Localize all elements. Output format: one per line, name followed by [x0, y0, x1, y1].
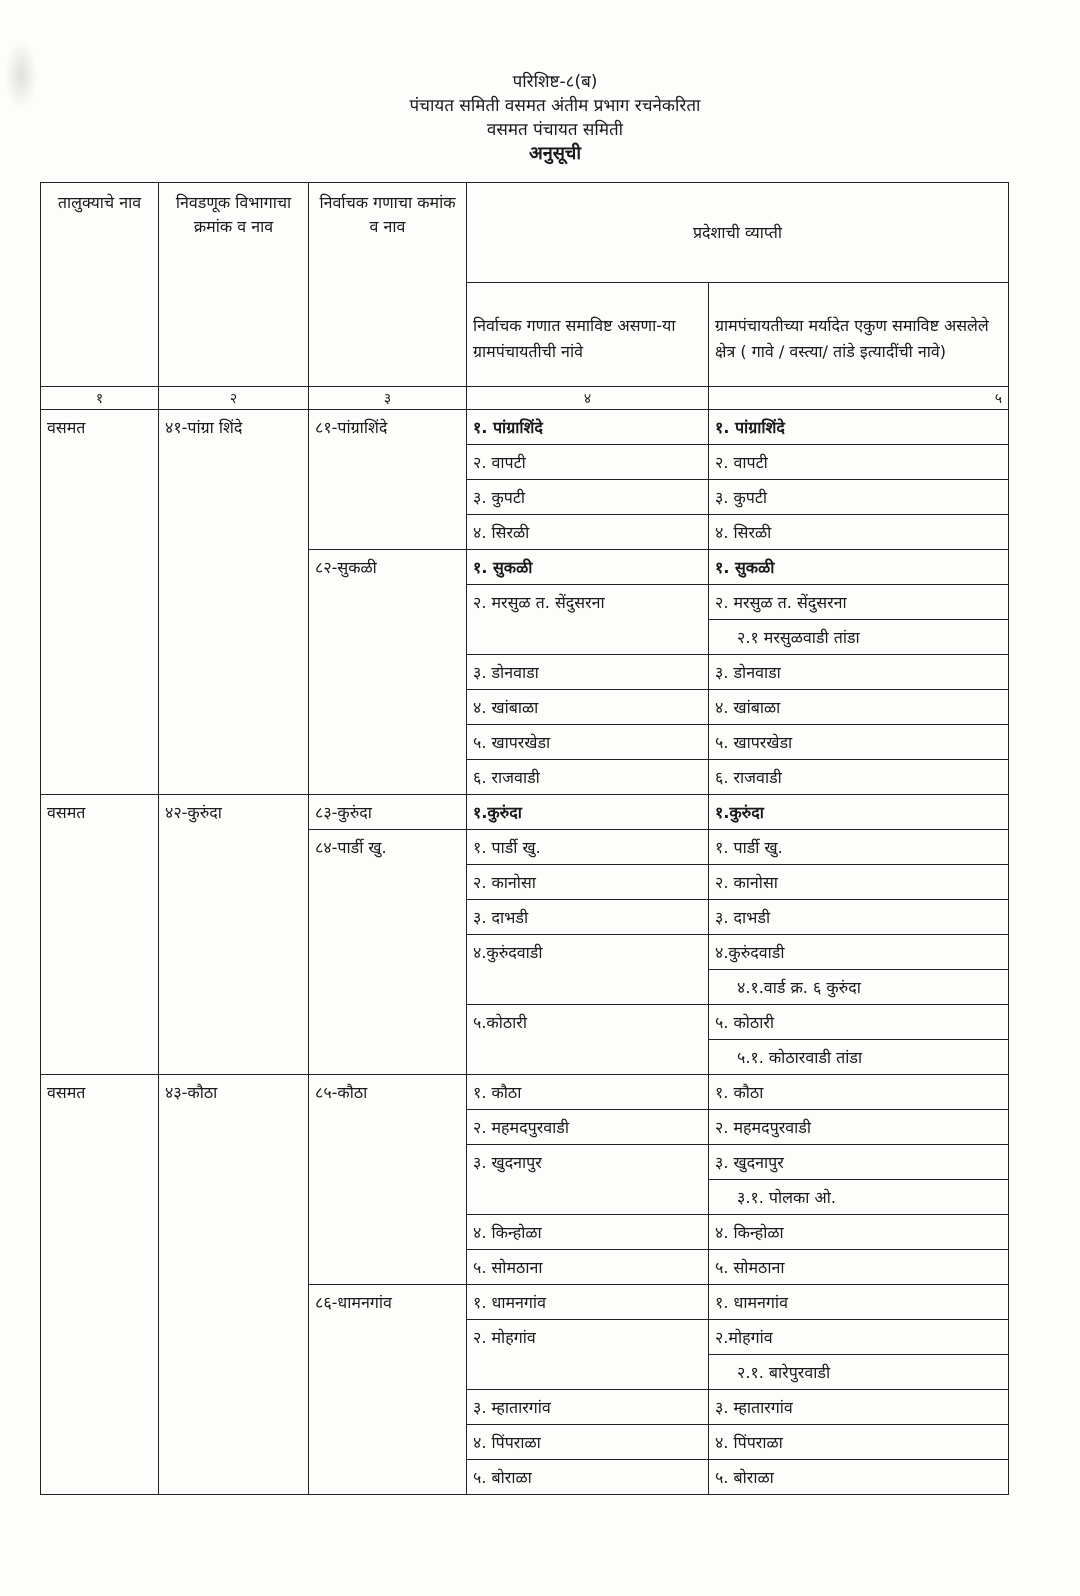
gp-cell: ५. सोमठाना [467, 1250, 709, 1285]
gp-cell: ३. दाभडी [467, 900, 709, 935]
area-cell: २.१ मरसुळवाडी तांडा [709, 620, 1009, 655]
gp-cell: २. कानोसा [467, 865, 709, 900]
area-cell: ४. खांबाळा [709, 690, 1009, 725]
gp-cell: ५.कोठारी [467, 1005, 709, 1075]
table-row [41, 795, 1009, 830]
gp-cell: २. वापटी [467, 445, 709, 480]
gp-cell: १. पार्डी खु. [467, 830, 709, 865]
col-header-area: ग्रामपंचायतीच्या मर्यादेत एकुण समाविष्ट असलेले क्षेत्र ( गावे / वस्त्या/ तांडे इत्यादींची नावे) [709, 283, 1009, 387]
division-cell: ४२-कुरुंदा [159, 795, 309, 1075]
gp-cell: ६. राजवाडी [467, 760, 709, 795]
gan-cell: ८३-कुरुंदा [309, 795, 467, 830]
taluka-cell: वसमत [41, 1075, 159, 1495]
area-cell: ४.१.वार्ड क्र. ६ कुरुंदा [709, 970, 1009, 1005]
gp-cell: १.कुरुंदा [467, 795, 709, 830]
col-header-gp-names: निर्वाचक गणात समाविष्ट असणा-या ग्रामपंचायतीची नांवे [467, 283, 709, 387]
gp-cell: ३. कुपटी [467, 480, 709, 515]
area-cell: ३. डोनवाडा [709, 655, 1009, 690]
gan-cell: ८५-कौठा [309, 1075, 467, 1285]
gp-cell: ४. पिंपराळा [467, 1425, 709, 1460]
area-cell: ४. पिंपराळा [709, 1425, 1009, 1460]
column-number-row [41, 387, 1009, 410]
col-number: ५ [709, 387, 1009, 410]
area-cell: ५. खापरखेडा [709, 725, 1009, 760]
appendix-label: परिशिष्ट-८(ब) [512, 72, 598, 92]
gp-cell: १. पांग्राशिंदे [467, 410, 709, 445]
col-number: ३ [309, 387, 467, 410]
heading-line-2: पंचायत समिती वसमत अंतीम प्रभाग रचनेकरिता [409, 96, 701, 116]
col-header-gan: निर्वाचक गणाचा कमांक व नाव [309, 183, 467, 387]
gp-cell: ४.कुरुंदवाडी [467, 935, 709, 1005]
gp-cell: २. मोहगांव [467, 1320, 709, 1390]
gp-cell: ५. बोराळा [467, 1460, 709, 1495]
document-heading [0, 70, 1080, 166]
area-cell: ५.१. कोठारवाडी तांडा [709, 1040, 1009, 1075]
division-cell: ४१-पांग्रा शिंदे [159, 410, 309, 795]
gp-cell: ४. खांबाळा [467, 690, 709, 725]
area-cell: ४.कुरुंदवाडी [709, 935, 1009, 970]
area-cell: २. वापटी [709, 445, 1009, 480]
area-cell: ३. दाभडी [709, 900, 1009, 935]
col-header-taluka: तालुक्याचे नाव [41, 183, 159, 387]
area-cell: ३.१. पोलका ओ. [709, 1180, 1009, 1215]
gp-cell: ४. किन्होळा [467, 1215, 709, 1250]
gp-cell: ५. खापरखेडा [467, 725, 709, 760]
gp-cell: १. धामनगांव [467, 1285, 709, 1320]
area-cell: ५. बोराळा [709, 1460, 1009, 1495]
area-cell: ४. सिरळी [709, 515, 1009, 550]
area-cell: १. कौठा [709, 1075, 1009, 1110]
area-cell: ५. कोठारी [709, 1005, 1009, 1040]
gp-cell: १. सुकळी [467, 550, 709, 585]
area-cell: १. सुकळी [709, 550, 1009, 585]
schedule-table [40, 182, 1009, 1495]
area-cell: ५. सोमठाना [709, 1250, 1009, 1285]
area-cell: २. मरसुळ त. सेंदुसरना [709, 585, 1009, 620]
area-cell: १. पार्डी खु. [709, 830, 1009, 865]
division-cell: ४३-कौठा [159, 1075, 309, 1495]
schedule-label: अनुसूची [528, 143, 581, 164]
area-cell: ३. खुदनापुर [709, 1145, 1009, 1180]
taluka-cell: वसमत [41, 410, 159, 795]
area-cell: ४. किन्होळा [709, 1215, 1009, 1250]
area-cell: २.मोहगांव [709, 1320, 1009, 1355]
area-cell: ३. म्हातारगांव [709, 1390, 1009, 1425]
gp-cell: २. मरसुळ त. सेंदुसरना [467, 585, 709, 655]
gan-cell: ८१-पांग्राशिंदे [309, 410, 467, 550]
area-cell: २.१. बारेपुरवाडी [709, 1355, 1009, 1390]
area-cell: १.कुरुंदा [709, 795, 1009, 830]
col-number: ४ [467, 387, 709, 410]
area-cell: १. धामनगांव [709, 1285, 1009, 1320]
gp-cell: २. महमदपुरवाडी [467, 1110, 709, 1145]
col-header-division: निवडणूक विभागाचा क्रमांक व नाव [159, 183, 309, 387]
gan-cell: ८४-पार्डी खु. [309, 830, 467, 1075]
area-cell: ३. कुपटी [709, 480, 1009, 515]
area-cell: २. महमदपुरवाडी [709, 1110, 1009, 1145]
header-row-1 [41, 183, 1009, 283]
table-row [41, 1075, 1009, 1110]
taluka-cell: वसमत [41, 795, 159, 1075]
gp-cell: १. कौठा [467, 1075, 709, 1110]
area-cell: २. कानोसा [709, 865, 1009, 900]
gp-cell: ३. डोनवाडा [467, 655, 709, 690]
col-header-extent: प्रदेशाची व्याप्ती [467, 183, 1009, 283]
area-cell: १. पांग्राशिंदे [709, 410, 1009, 445]
area-cell: ६. राजवाडी [709, 760, 1009, 795]
table-row [41, 410, 1009, 445]
gan-cell: ८२-सुकळी [309, 550, 467, 795]
heading-line-3: वसमत पंचायत समिती [486, 120, 624, 140]
gan-cell: ८६-धामनगांव [309, 1285, 467, 1495]
gp-cell: ४. सिरळी [467, 515, 709, 550]
gp-cell: ३. खुदनापुर [467, 1145, 709, 1215]
col-number: २ [159, 387, 309, 410]
gp-cell: ३. म्हातारगांव [467, 1390, 709, 1425]
col-number: १ [41, 387, 159, 410]
